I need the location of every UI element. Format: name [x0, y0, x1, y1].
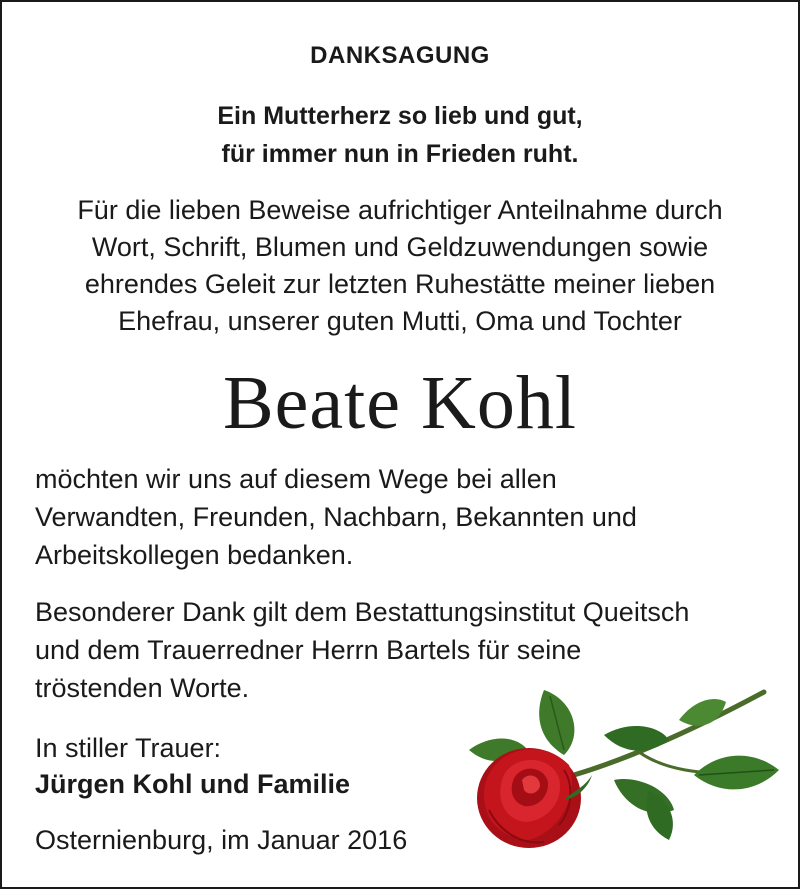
intro-line: Ehefrau, unserer guten Mutti, Oma und Tochter: [118, 306, 682, 336]
place-date: Osternienburg, im Januar 2016: [35, 825, 408, 855]
mourning-line: In stiller Trauer:: [35, 733, 222, 763]
notice-heading: DANKSAGUNG: [310, 42, 490, 69]
thanks-line: Arbeitskollegen bedanken.: [35, 540, 354, 570]
family-signature: Jürgen Kohl und Familie: [35, 769, 351, 799]
special-thanks-line: und dem Trauerredner Herrn Bartels für seine: [35, 635, 582, 665]
special-thanks-line: Besonderer Dank gilt dem Bestattungsinstitut Queitsch: [35, 597, 690, 627]
thanks-line: Verwandten, Freunden, Nachbarn, Bekannten und: [35, 502, 637, 532]
deceased-name: Beate Kohl: [222, 361, 577, 445]
special-thanks-line: tröstenden Worte.: [35, 673, 250, 703]
intro-line: Für die lieben Beweise aufrichtiger Anteilnahme durch: [77, 195, 723, 225]
intro-line: Wort, Schrift, Blumen und Geldzuwendungen sowie: [91, 232, 709, 262]
intro-line: ehrendes Geleit zur letzten Ruhestätte meiner lieben: [84, 269, 716, 299]
verse-line: Ein Mutterherz so lieb und gut,: [217, 102, 583, 130]
thanks-line: möchten wir uns auf diesem Wege bei allen: [35, 464, 557, 494]
rose-image: [464, 680, 784, 860]
verse-line: für immer nun in Frieden ruht.: [221, 140, 579, 168]
